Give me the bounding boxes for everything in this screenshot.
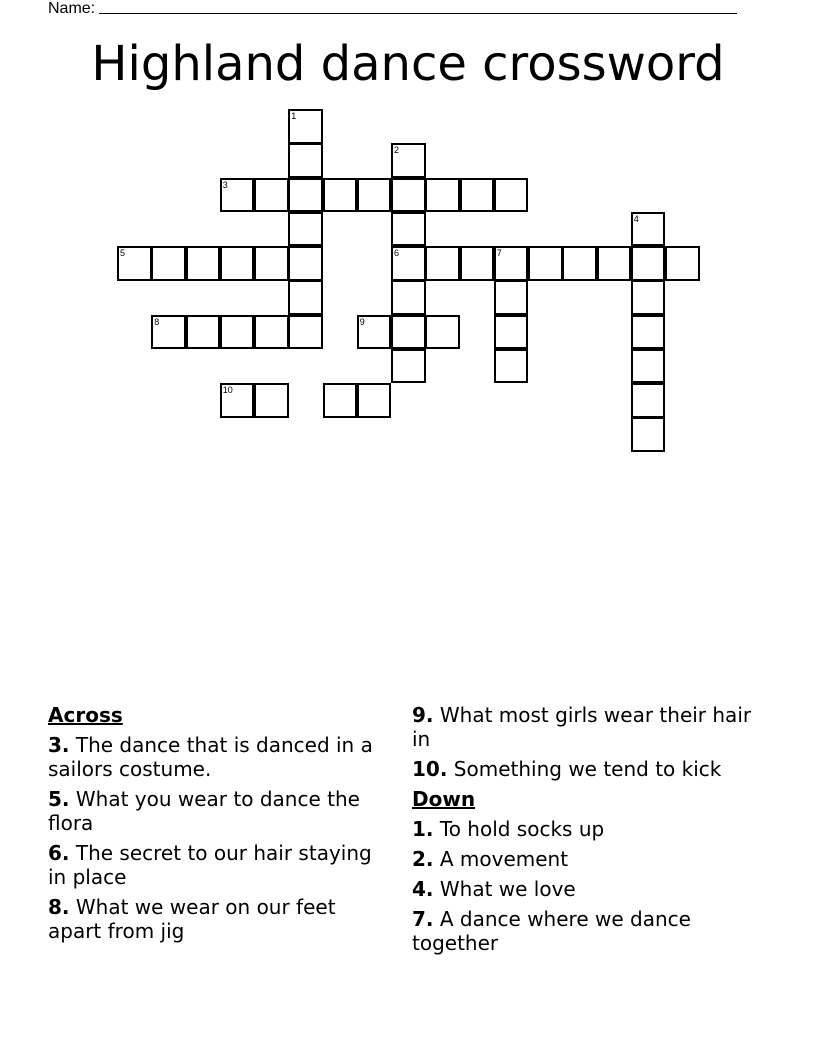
clue-number: 2. <box>412 847 434 871</box>
grid-cell[interactable] <box>665 246 700 281</box>
clue-number: 3. <box>48 733 70 757</box>
grid-cell[interactable] <box>391 246 426 281</box>
grid-cell[interactable] <box>631 417 666 452</box>
clue-down-7 <box>412 907 772 955</box>
clue-text: What you wear to dance the flora <box>48 787 360 835</box>
cell-number: 5 <box>120 248 126 258</box>
grid-cell[interactable] <box>357 178 392 213</box>
grid-cell[interactable] <box>357 315 392 350</box>
grid-cell[interactable] <box>117 246 152 281</box>
cell-number: 7 <box>496 248 502 258</box>
grid-cell[interactable] <box>631 246 666 281</box>
grid-cell[interactable] <box>391 315 426 350</box>
clue-down-1 <box>412 817 772 841</box>
grid-cell[interactable] <box>494 280 529 315</box>
clue-number: 4. <box>412 877 434 901</box>
clue-number: 1. <box>412 817 434 841</box>
grid-cell[interactable] <box>254 383 289 418</box>
clue-across-8 <box>48 895 378 943</box>
grid-cell[interactable] <box>528 246 563 281</box>
clue-number: 6. <box>48 841 70 865</box>
name-underline[interactable] <box>99 0 737 14</box>
grid-cell[interactable] <box>288 315 323 350</box>
grid-cell[interactable] <box>288 212 323 247</box>
grid-cell[interactable] <box>288 143 323 178</box>
clue-across-10 <box>412 757 772 781</box>
clue-across-5 <box>48 787 378 835</box>
grid-cell[interactable] <box>357 383 392 418</box>
grid-cell[interactable] <box>631 315 666 350</box>
grid-cell[interactable] <box>151 246 186 281</box>
grid-cell[interactable] <box>186 315 221 350</box>
clue-text: A movement <box>439 847 569 871</box>
grid-cell[interactable] <box>220 383 255 418</box>
grid-cell[interactable] <box>494 315 529 350</box>
grid-cell[interactable] <box>597 246 632 281</box>
clue-number: 8. <box>48 895 70 919</box>
grid-cell[interactable] <box>391 280 426 315</box>
grid-cell[interactable] <box>494 246 529 281</box>
clues-left-column <box>48 703 378 949</box>
name-label: Name: <box>48 0 96 17</box>
grid-cell[interactable] <box>288 109 323 144</box>
grid-cell[interactable] <box>220 246 255 281</box>
cell-number: 8 <box>154 316 160 327</box>
grid-cell[interactable] <box>631 212 666 247</box>
cell-number: 4 <box>633 213 639 224</box>
cell-number: 10 <box>222 385 233 395</box>
clues-right-column <box>412 703 772 961</box>
clue-number: 5. <box>48 787 70 811</box>
clue-text: A dance where we dance together <box>412 907 691 955</box>
grid-cell[interactable] <box>254 178 289 213</box>
clue-down-4 <box>412 877 772 901</box>
grid-cell[interactable] <box>391 178 426 213</box>
clue-across-3 <box>48 733 378 781</box>
clue-text: The secret to our hair staying in place <box>48 841 372 889</box>
down-heading: Down <box>412 787 476 811</box>
grid-cell[interactable] <box>631 280 666 315</box>
cell-number: 3 <box>222 179 228 190</box>
grid-cell[interactable] <box>494 178 529 213</box>
grid-cell[interactable] <box>323 178 358 213</box>
grid-cell[interactable] <box>288 178 323 213</box>
clue-across-9 <box>412 703 772 751</box>
grid-cell[interactable] <box>391 349 426 384</box>
clue-down-2 <box>412 847 772 871</box>
clue-number: 10. <box>412 757 448 781</box>
grid-cell[interactable] <box>425 178 460 213</box>
cell-number: 2 <box>394 145 400 156</box>
grid-cell[interactable] <box>460 178 495 213</box>
clue-across-6 <box>48 841 378 889</box>
grid-cell[interactable] <box>288 246 323 281</box>
grid-cell[interactable] <box>220 178 255 213</box>
grid-cell[interactable] <box>425 315 460 350</box>
clue-text: The dance that is danced in a sailors costume. <box>48 733 373 781</box>
name-field[interactable] <box>48 0 737 18</box>
grid-cell[interactable] <box>425 246 460 281</box>
grid-cell[interactable] <box>631 349 666 384</box>
cell-number: 9 <box>359 316 365 327</box>
clue-text: Something we tend to kick <box>453 757 722 781</box>
grid-cell[interactable] <box>220 315 255 350</box>
grid-cell[interactable] <box>494 349 529 384</box>
clue-number: 9. <box>412 703 434 727</box>
grid-cell[interactable] <box>391 212 426 247</box>
across-heading: Across <box>48 703 123 727</box>
grid-cell[interactable] <box>391 143 426 178</box>
grid-cell[interactable] <box>254 315 289 350</box>
grid-cell[interactable] <box>151 315 186 350</box>
clue-text: To hold socks up <box>439 817 605 841</box>
grid-cell[interactable] <box>186 246 221 281</box>
cell-number: 1 <box>291 111 297 121</box>
grid-cell[interactable] <box>631 383 666 418</box>
grid-cell[interactable] <box>254 246 289 281</box>
grid-cell[interactable] <box>288 280 323 315</box>
clue-text: What we love <box>439 877 576 901</box>
clue-text: What we wear on our feet apart from jig <box>48 895 336 943</box>
grid-cell[interactable] <box>460 246 495 281</box>
grid-cell[interactable] <box>562 246 597 281</box>
cell-number: 6 <box>394 248 400 258</box>
grid-cell[interactable] <box>323 383 358 418</box>
page-title: Highland dance crossword <box>91 36 725 92</box>
clue-text: What most girls wear their hair in <box>412 703 752 751</box>
clue-number: 7. <box>412 907 434 931</box>
